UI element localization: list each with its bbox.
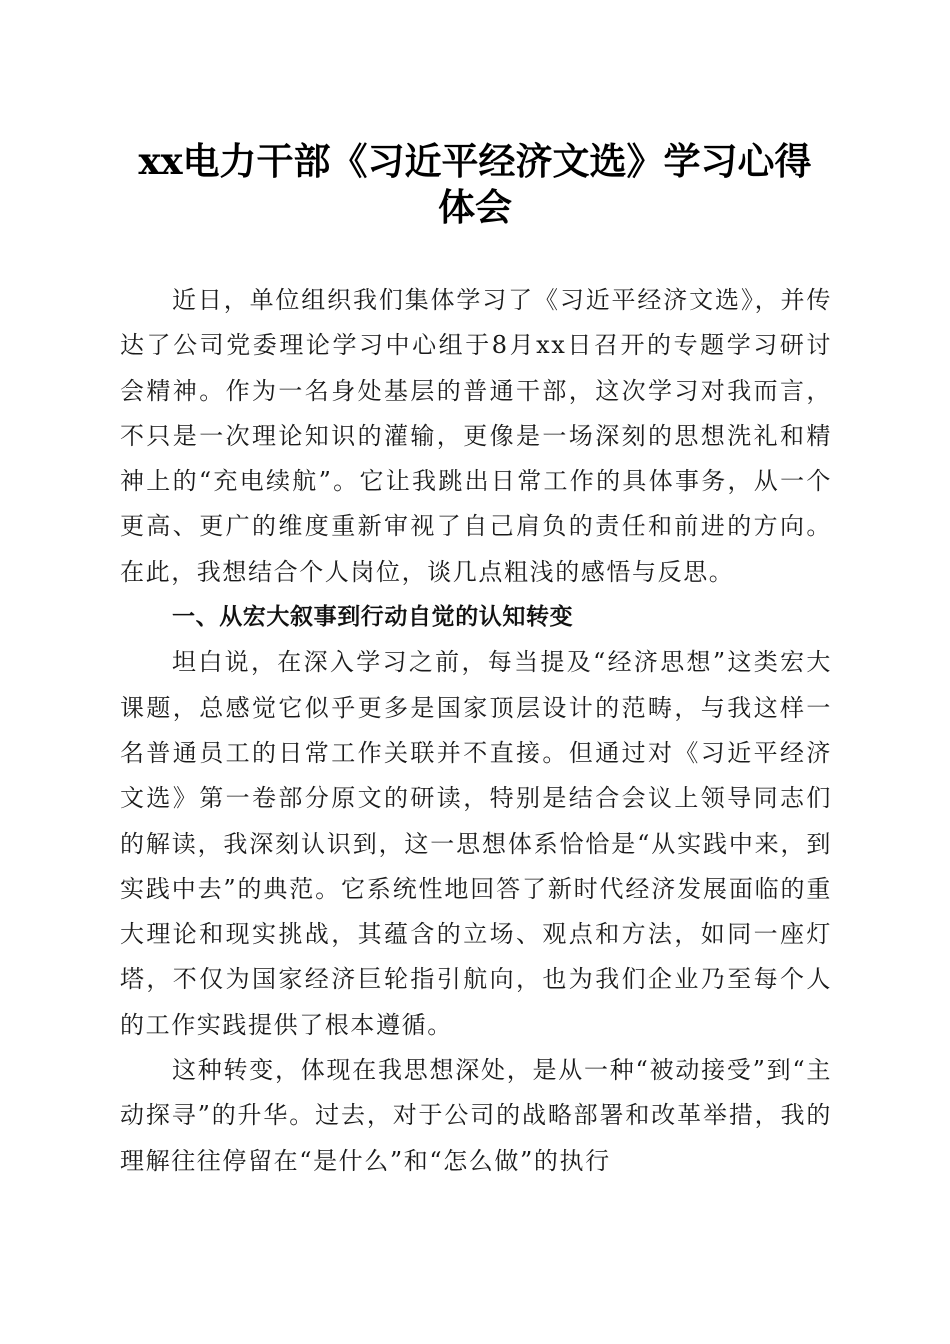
intro-paragraph: 近日，单位组织我们集体学习了《习近平经济文选》，并传达了公司党委理论学习中心组于8月xx日召开的专题学习研讨会精神。作为一名身处基层的普通干部，这次学习对我而言，不只是一次理论知识的灌输，更像是一场深刻的思想洗礼和精神上的“充电续航”。它让我跳出日常工作的具体事务，从一个更高、更广的维度重新审视了自己肩负的责任和前进的方向。在此，我想结合个人岗位，谈几点粗浅的感悟与反思。 — [120, 286, 832, 586]
section-paragraph-1: 坦白说，在深入学习之前，每当提及“经济思想”这类宏大课题，总感觉它似乎更多是国家顶层设计的范畴，与我这样一名普通员工的日常工作关联并不直接。但通过对《习近平经济文选》第一卷部分原文的研读，特别是结合会议上领导同志们的解读，我深刻认识到，这一思想体系恰恰是“从实践中来，到实践中去”的典范。它系统性地回答了新时代经济发展面临的重大理论和现实挑战，其蕴含的立场、观点和方法，如同一座灯塔，不仅为国家经济巨轮指引航向，也为我们企业乃至每个人的工作实践提供了根本遵循。 — [120, 648, 832, 1039]
document-title: xx电力干部《习近平经济文选》学习心得体会 — [138, 139, 812, 229]
section-paragraph-2: 这种转变，体现在我思想深处，是从一种“被动接受”到“主动探寻”的升华。过去，对于公司的战略部署和改革举措，我的理解往往停留在“是什么”和“怎么做”的执行 — [120, 1056, 832, 1175]
document-body — [120, 278, 832, 1184]
section-heading: 一、从宏大叙事到行动自觉的认知转变 — [172, 604, 574, 631]
